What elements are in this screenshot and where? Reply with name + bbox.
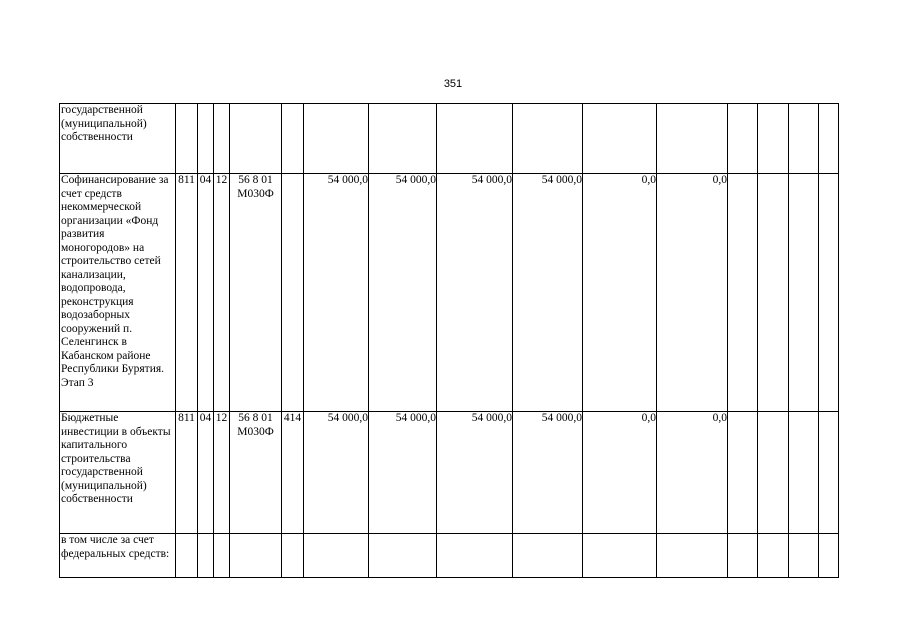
value-2-cell: 54 000,0 (369, 174, 437, 412)
empty-cell (758, 412, 789, 534)
row-name-cell: в том числе за счет федеральных средств: (60, 534, 176, 578)
gr-code-cell: 811 (176, 174, 198, 412)
gr-code-cell: 811 (176, 412, 198, 534)
empty-cell (789, 104, 819, 174)
empty-cell (728, 174, 758, 412)
value-1-cell (304, 104, 369, 174)
pr-code-cell (214, 104, 230, 174)
csr-code-cell (230, 534, 282, 578)
value-6-cell (657, 104, 728, 174)
empty-cell (789, 174, 819, 412)
csr-code-cell: 56 8 01 M030Ф (230, 174, 282, 412)
value-2-cell (369, 534, 437, 578)
value-1-cell: 54 000,0 (304, 412, 369, 534)
empty-cell (758, 534, 789, 578)
rz-code-cell (198, 534, 214, 578)
empty-cell (728, 104, 758, 174)
table-row (60, 412, 839, 534)
empty-cell (819, 412, 839, 534)
value-4-cell: 54 000,0 (513, 174, 583, 412)
value-2-cell: 54 000,0 (369, 412, 437, 534)
value-5-cell (583, 534, 657, 578)
empty-cell (758, 104, 789, 174)
csr-code-cell: 56 8 01 M030Ф (230, 412, 282, 534)
vr-code-cell: 414 (282, 412, 304, 534)
row-name-cell: государственной (муниципальной) собственности (60, 104, 176, 174)
rz-code-cell: 04 (198, 174, 214, 412)
value-3-cell (437, 534, 513, 578)
empty-cell (728, 412, 758, 534)
row-name-cell: Софинансирование за счет средств некоммерческой организации «Фонд развития моногородов» на строительство сетей канализации, водопровода, реконструкция водозаборных сооружений п. Селенгинск в Кабанском районе Республики Бурятия. Этап 3 (60, 174, 176, 412)
value-5-cell: 0,0 (583, 412, 657, 534)
pr-code-cell: 12 (214, 174, 230, 412)
rz-code-cell: 04 (198, 412, 214, 534)
gr-code-cell (176, 534, 198, 578)
pr-code-cell: 12 (214, 412, 230, 534)
budget-table (59, 103, 839, 578)
page-number: 351 (443, 78, 463, 90)
value-3-cell: 54 000,0 (437, 412, 513, 534)
table-row (60, 534, 839, 578)
empty-cell (728, 534, 758, 578)
empty-cell (789, 534, 819, 578)
value-6-cell: 0,0 (657, 174, 728, 412)
table-row (60, 174, 839, 412)
value-2-cell (369, 104, 437, 174)
budget-table-body (60, 104, 839, 578)
value-4-cell (513, 104, 583, 174)
empty-cell (819, 104, 839, 174)
value-1-cell (304, 534, 369, 578)
vr-code-cell (282, 104, 304, 174)
value-5-cell (583, 104, 657, 174)
table-row (60, 104, 839, 174)
value-3-cell: 54 000,0 (437, 174, 513, 412)
value-3-cell (437, 104, 513, 174)
empty-cell (758, 174, 789, 412)
value-4-cell (513, 534, 583, 578)
csr-code-cell (230, 104, 282, 174)
rz-code-cell (198, 104, 214, 174)
value-6-cell: 0,0 (657, 412, 728, 534)
value-1-cell: 54 000,0 (304, 174, 369, 412)
vr-code-cell (282, 534, 304, 578)
empty-cell (789, 412, 819, 534)
pr-code-cell (214, 534, 230, 578)
vr-code-cell (282, 174, 304, 412)
empty-cell (819, 534, 839, 578)
gr-code-cell (176, 104, 198, 174)
value-6-cell (657, 534, 728, 578)
row-name-cell: Бюджетные инвестиции в объекты капитального строительства государственной (муниципальной) собственности (60, 412, 176, 534)
value-5-cell: 0,0 (583, 174, 657, 412)
value-4-cell: 54 000,0 (513, 412, 583, 534)
empty-cell (819, 174, 839, 412)
